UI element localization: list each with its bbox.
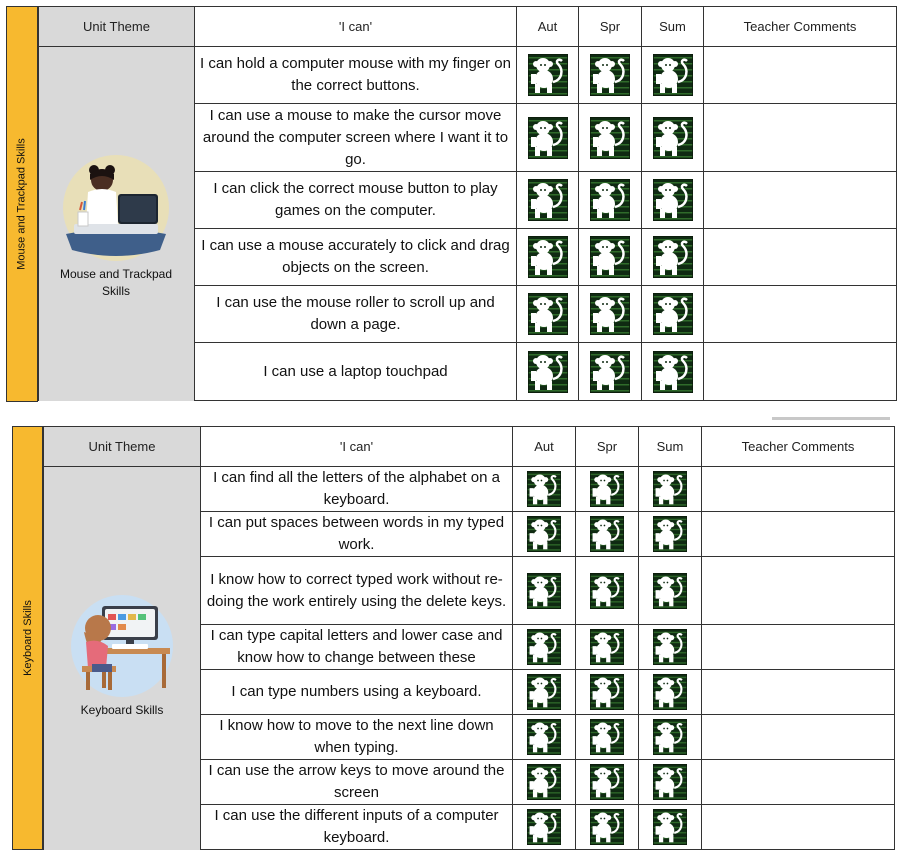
sum-cell[interactable] bbox=[642, 172, 704, 229]
comment-cell[interactable] bbox=[704, 172, 897, 229]
comment-cell[interactable] bbox=[702, 805, 895, 850]
side-label: Keyboard Skills bbox=[21, 600, 34, 676]
monkey-icon bbox=[653, 674, 687, 710]
statement: I can use a mouse accurately to click and drag objects on the screen. bbox=[195, 229, 517, 286]
student-at-laptop-illustration bbox=[60, 154, 172, 262]
aut-cell[interactable] bbox=[517, 229, 579, 286]
monkey-icon bbox=[527, 516, 561, 552]
spr-cell[interactable] bbox=[579, 229, 642, 286]
comment-cell[interactable] bbox=[704, 343, 897, 401]
aut-cell[interactable] bbox=[517, 47, 579, 104]
monkey-icon bbox=[590, 293, 630, 335]
monkey-icon bbox=[528, 293, 568, 335]
spr-cell[interactable] bbox=[576, 670, 639, 715]
aut-cell[interactable] bbox=[513, 715, 576, 760]
monkey-icon bbox=[590, 629, 624, 665]
table-row bbox=[39, 47, 897, 104]
spr-cell[interactable] bbox=[576, 467, 639, 512]
sum-cell[interactable] bbox=[642, 343, 704, 401]
statement: I know how to move to the next line down when typing. bbox=[201, 715, 513, 760]
comment-cell[interactable] bbox=[702, 625, 895, 670]
comment-cell[interactable] bbox=[704, 47, 897, 104]
monkey-icon bbox=[590, 516, 624, 552]
side-label: Mouse and Trackpad Skills bbox=[16, 138, 29, 270]
monkey-icon bbox=[528, 54, 568, 96]
table-row bbox=[44, 467, 895, 512]
monkey-icon bbox=[590, 179, 630, 221]
column-header-i-can: 'I can' bbox=[201, 427, 513, 467]
statement: I know how to correct typed work without re-doing the work entirely using the delete keys. bbox=[201, 557, 513, 625]
statement: I can find all the letters of the alphabet on a keyboard. bbox=[201, 467, 513, 512]
monkey-icon bbox=[528, 117, 568, 159]
sum-cell[interactable] bbox=[639, 670, 702, 715]
spr-cell[interactable] bbox=[576, 760, 639, 805]
monkey-icon bbox=[527, 809, 561, 845]
statement: I can type numbers using a keyboard. bbox=[201, 670, 513, 715]
monkey-icon bbox=[528, 179, 568, 221]
monkey-icon bbox=[590, 54, 630, 96]
comment-cell[interactable] bbox=[702, 557, 895, 625]
spr-cell[interactable] bbox=[579, 343, 642, 401]
sum-cell[interactable] bbox=[639, 512, 702, 557]
sum-cell[interactable] bbox=[642, 286, 704, 343]
monkey-icon bbox=[590, 809, 624, 845]
aut-cell[interactable] bbox=[517, 172, 579, 229]
column-header-i-can: 'I can' bbox=[195, 7, 517, 47]
sum-cell[interactable] bbox=[639, 467, 702, 512]
statement: I can use a laptop touchpad bbox=[195, 343, 517, 401]
sum-cell[interactable] bbox=[639, 760, 702, 805]
comment-cell[interactable] bbox=[702, 670, 895, 715]
column-header-unit-theme: Unit Theme bbox=[44, 427, 201, 467]
spr-cell[interactable] bbox=[576, 557, 639, 625]
spr-cell[interactable] bbox=[576, 805, 639, 850]
monkey-icon bbox=[653, 54, 693, 96]
aut-cell[interactable] bbox=[513, 805, 576, 850]
monkey-icon bbox=[590, 674, 624, 710]
comment-cell[interactable] bbox=[702, 512, 895, 557]
column-header-sum: Sum bbox=[642, 7, 704, 47]
aut-cell[interactable] bbox=[513, 467, 576, 512]
monkey-icon bbox=[590, 117, 630, 159]
theme-label-line: Mouse and Trackpad bbox=[59, 267, 173, 281]
aut-cell[interactable] bbox=[513, 760, 576, 805]
monkey-icon bbox=[527, 674, 561, 710]
aut-cell[interactable] bbox=[517, 343, 579, 401]
aut-cell[interactable] bbox=[517, 286, 579, 343]
spr-cell[interactable] bbox=[576, 512, 639, 557]
side-label-bar bbox=[6, 6, 38, 402]
comment-cell[interactable] bbox=[702, 760, 895, 805]
monkey-icon bbox=[590, 573, 624, 609]
monkey-icon bbox=[653, 293, 693, 335]
monkey-icon bbox=[653, 471, 687, 507]
side-label-bar bbox=[12, 426, 43, 850]
spr-cell[interactable] bbox=[579, 286, 642, 343]
aut-cell[interactable] bbox=[513, 557, 576, 625]
spr-cell[interactable] bbox=[576, 625, 639, 670]
column-header-spr: Spr bbox=[576, 427, 639, 467]
sum-cell[interactable] bbox=[639, 557, 702, 625]
column-header-spr: Spr bbox=[579, 7, 642, 47]
aut-cell[interactable] bbox=[517, 104, 579, 172]
monkey-icon bbox=[590, 236, 630, 278]
column-header-comments: Teacher Comments bbox=[702, 427, 895, 467]
aut-cell[interactable] bbox=[513, 625, 576, 670]
statement: I can click the correct mouse button to play games on the computer. bbox=[195, 172, 517, 229]
statement: I can put spaces between words in my typed work. bbox=[201, 512, 513, 557]
monkey-icon bbox=[653, 764, 687, 800]
monkey-icon bbox=[527, 719, 561, 755]
theme-label-line: Skills bbox=[101, 284, 130, 298]
sum-cell[interactable] bbox=[642, 47, 704, 104]
sum-cell[interactable] bbox=[642, 229, 704, 286]
column-header-aut: Aut bbox=[513, 427, 576, 467]
column-header-sum: Sum bbox=[639, 427, 702, 467]
spr-cell[interactable] bbox=[579, 47, 642, 104]
monkey-icon bbox=[653, 629, 687, 665]
unit-theme-label bbox=[81, 702, 164, 719]
statement: I can use the arrow keys to move around the screen bbox=[201, 760, 513, 805]
comment-cell[interactable] bbox=[702, 715, 895, 760]
monkey-icon bbox=[528, 236, 568, 278]
monkey-icon bbox=[590, 764, 624, 800]
mouse-skills-section bbox=[6, 6, 896, 402]
column-header-unit-theme: Unit Theme bbox=[39, 7, 195, 47]
aut-cell[interactable] bbox=[513, 670, 576, 715]
theme-label-line: Keyboard Skills bbox=[80, 703, 164, 717]
monkey-icon bbox=[527, 764, 561, 800]
spr-cell[interactable] bbox=[576, 715, 639, 760]
unit-theme-label bbox=[60, 266, 172, 300]
comment-cell[interactable] bbox=[704, 104, 897, 172]
monkey-icon bbox=[527, 573, 561, 609]
statement: I can use the mouse roller to scroll up and down a page. bbox=[195, 286, 517, 343]
aut-cell[interactable] bbox=[513, 512, 576, 557]
monkey-icon bbox=[653, 236, 693, 278]
mouse-skills-avatar bbox=[54, 154, 178, 300]
comment-cell[interactable] bbox=[704, 229, 897, 286]
monkey-icon bbox=[590, 471, 624, 507]
keyboard-skills-avatar bbox=[62, 594, 182, 719]
monkey-icon bbox=[590, 719, 624, 755]
monkey-icon bbox=[653, 351, 693, 393]
comment-cell[interactable] bbox=[702, 467, 895, 512]
keyboard-skills-section bbox=[12, 426, 894, 850]
column-header-comments: Teacher Comments bbox=[704, 7, 897, 47]
comment-cell[interactable] bbox=[704, 286, 897, 343]
monkey-icon bbox=[653, 809, 687, 845]
statement: I can type capital letters and lower case and know how to change between these bbox=[201, 625, 513, 670]
monkey-icon bbox=[653, 179, 693, 221]
divider-fragment bbox=[772, 417, 890, 420]
monkey-icon bbox=[653, 117, 693, 159]
monkey-icon bbox=[653, 516, 687, 552]
monkey-icon bbox=[527, 471, 561, 507]
spr-cell[interactable] bbox=[579, 172, 642, 229]
monkey-icon bbox=[527, 629, 561, 665]
statement: I can use the different inputs of a computer keyboard. bbox=[201, 805, 513, 850]
column-header-aut: Aut bbox=[517, 7, 579, 47]
statement: I can use a mouse to make the cursor move around the computer screen where I want it to go. bbox=[195, 104, 517, 172]
monkey-icon bbox=[590, 351, 630, 393]
statement: I can hold a computer mouse with my finger on the correct buttons. bbox=[195, 47, 517, 104]
monkey-icon bbox=[653, 573, 687, 609]
spr-cell[interactable] bbox=[579, 104, 642, 172]
sum-cell[interactable] bbox=[639, 625, 702, 670]
student-at-computer-illustration bbox=[68, 594, 176, 698]
sum-cell[interactable] bbox=[642, 104, 704, 172]
sum-cell[interactable] bbox=[639, 715, 702, 760]
sum-cell[interactable] bbox=[639, 805, 702, 850]
monkey-icon bbox=[528, 351, 568, 393]
monkey-icon bbox=[653, 719, 687, 755]
